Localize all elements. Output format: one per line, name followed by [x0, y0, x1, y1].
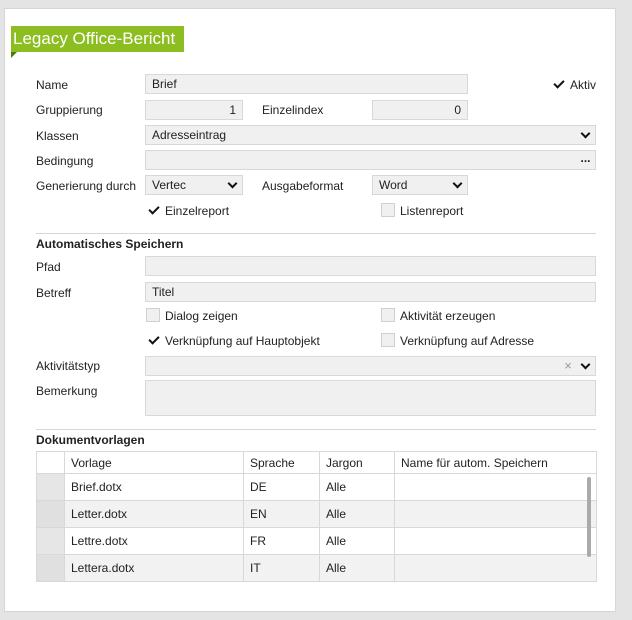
cell-jargon[interactable]: Alle: [320, 474, 395, 501]
chevron-down-icon: [228, 178, 238, 188]
verknuepfung-adresse-checkbox[interactable]: [381, 333, 395, 347]
verknuepfung-adresse-label: Verknüpfung auf Adresse: [400, 334, 535, 348]
gruppierung-field[interactable]: 1: [145, 100, 243, 120]
page-title: Legacy Office-Bericht: [11, 26, 184, 52]
column-header-name[interactable]: Name für autom. Speichern: [395, 452, 597, 474]
listenreport-checkbox[interactable]: [381, 203, 395, 217]
einzelreport-checkbox[interactable]: [146, 203, 160, 217]
table-row[interactable]: [37, 555, 597, 582]
bedingung-label: Bedingung: [36, 154, 94, 168]
name-field[interactable]: Brief: [145, 74, 468, 94]
ausgabeformat-dropdown-button[interactable]: [448, 176, 467, 194]
row-selector[interactable]: [37, 528, 65, 555]
cell-jargon[interactable]: Alle: [320, 555, 395, 582]
cell-vorlage[interactable]: Brief.dotx: [65, 474, 244, 501]
aktivitaetstyp-dropdown-button[interactable]: [576, 357, 595, 375]
pfad-label: Pfad: [36, 260, 61, 274]
ausgabeformat-select[interactable]: [372, 175, 468, 195]
table-row[interactable]: [37, 528, 597, 555]
title-fold-decoration: [11, 52, 17, 58]
cell-vorlage[interactable]: Letter.dotx: [65, 501, 244, 528]
einzelindex-label: Einzelindex: [262, 103, 324, 117]
row-selector-header: [37, 452, 65, 474]
betreff-label: Betreff: [36, 286, 72, 300]
column-header-sprache[interactable]: Sprache: [244, 452, 320, 474]
cell-jargon[interactable]: Alle: [320, 501, 395, 528]
row-selector[interactable]: [37, 474, 65, 501]
cell-name[interactable]: [395, 501, 597, 528]
templates-section-title: Dokumentvorlagen: [36, 433, 145, 447]
bemerkung-label: Bemerkung: [36, 384, 98, 398]
einzelreport-label: Einzelreport: [165, 204, 230, 218]
aktivitaet-erzeugen-checkbox[interactable]: [381, 308, 395, 322]
gruppierung-label: Gruppierung: [36, 103, 103, 117]
cell-sprache[interactable]: IT: [244, 555, 320, 582]
section-divider: [36, 429, 596, 430]
bemerkung-textarea[interactable]: [145, 380, 596, 416]
dialog-zeigen-label: Dialog zeigen: [165, 309, 238, 323]
generierung-dropdown-button[interactable]: [223, 176, 242, 194]
name-label: Name: [36, 78, 69, 92]
aktivitaetstyp-label: Aktivitätstyp: [36, 359, 101, 373]
table-header-row: [37, 452, 597, 474]
aktivitaetstyp-select[interactable]: [145, 356, 596, 376]
clear-icon[interactable]: ×: [564, 358, 572, 373]
templates-table: [36, 451, 597, 582]
aktiv-label: Aktiv: [570, 78, 597, 92]
ausgabeformat-value: Word: [379, 178, 408, 192]
listenreport-label: Listenreport: [400, 204, 464, 218]
cell-name[interactable]: [395, 474, 597, 501]
chevron-down-icon: [453, 178, 463, 188]
cell-sprache[interactable]: FR: [244, 528, 320, 555]
klassen-dropdown-button[interactable]: [576, 126, 595, 144]
cell-jargon[interactable]: Alle: [320, 528, 395, 555]
bedingung-field[interactable]: [145, 150, 596, 170]
dialog-zeigen-checkbox[interactable]: [146, 308, 160, 322]
aktiv-checkbox[interactable]: [551, 77, 565, 91]
cell-vorlage[interactable]: Lettre.dotx: [65, 528, 244, 555]
klassen-label: Klassen: [36, 129, 79, 143]
cell-sprache[interactable]: EN: [244, 501, 320, 528]
generierung-label: Generierung durch: [36, 179, 137, 193]
klassen-select[interactable]: [145, 125, 596, 145]
aktivitaet-erzeugen-label: Aktivität erzeugen: [400, 309, 496, 323]
cell-name[interactable]: [395, 555, 597, 582]
table-scrollbar[interactable]: [587, 477, 591, 557]
cell-sprache[interactable]: DE: [244, 474, 320, 501]
betreff-field[interactable]: Titel: [145, 282, 596, 302]
klassen-value: Adresseintrag: [152, 128, 227, 142]
column-header-vorlage[interactable]: Vorlage: [65, 452, 244, 474]
row-selector[interactable]: [37, 501, 65, 528]
bedingung-more-button[interactable]: ...: [580, 151, 591, 165]
chevron-down-icon: [581, 128, 591, 138]
table-row[interactable]: [37, 501, 597, 528]
section-divider: [36, 233, 596, 234]
generierung-select[interactable]: [145, 175, 243, 195]
einzelindex-field[interactable]: 0: [372, 100, 468, 120]
column-header-jargon[interactable]: Jargon: [320, 452, 395, 474]
generierung-value: Vertec: [152, 178, 187, 192]
pfad-field[interactable]: [145, 256, 596, 276]
verknuepfung-hauptobjekt-checkbox[interactable]: [146, 333, 160, 347]
cell-name[interactable]: [395, 528, 597, 555]
chevron-down-icon: [581, 359, 591, 369]
verknuepfung-hauptobjekt-label: Verknüpfung auf Hauptobjekt: [165, 334, 320, 348]
cell-vorlage[interactable]: Lettera.dotx: [65, 555, 244, 582]
autosave-section-title: Automatisches Speichern: [36, 237, 184, 251]
ausgabeformat-label: Ausgabeformat: [262, 179, 344, 193]
row-selector[interactable]: [37, 555, 65, 582]
table-row[interactable]: [37, 474, 597, 501]
